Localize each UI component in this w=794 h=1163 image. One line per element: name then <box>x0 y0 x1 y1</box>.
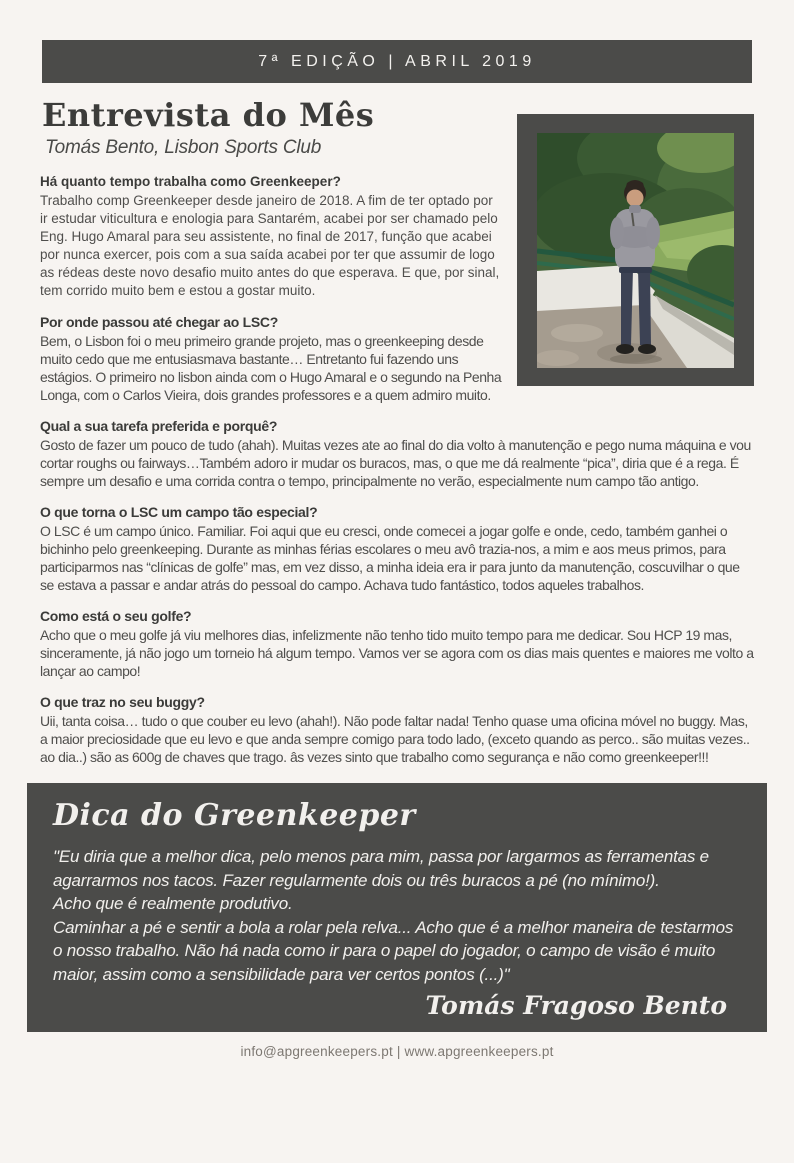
tip-title: Dica do Greenkeeper <box>53 798 416 833</box>
question-heading: Por onde passou até chegar ao LSC? <box>40 314 278 330</box>
answer-text: Gosto de fazer um pouco de tudo (ahah). Muitas vezes ate ao final do dia volto à manutenção e pego numa máquina e vou cortar roughs ou fairways…Também adoro ir mudar os buracos, mas, o que me dá realmente “pica”, diria que é a rega. É sempre um desafio e uma corrida contra o tempo, principalmente no verão, especialmente num campo tão antigo. <box>40 437 751 489</box>
interview-article <box>40 173 754 766</box>
tip-quote-paragraph-2: Acho que é realmente produtivo. <box>53 894 293 913</box>
qa-section-4 <box>40 503 754 594</box>
edition-banner-text: 7ª EDIÇÃO | ABRIL 2019 <box>258 52 536 70</box>
answer-text: Bem, o Lisbon foi o meu primeiro grande projeto, mas o greenkeeping desde muito cedo que me entusiasmava bastante… Entretanto fui fazendo uns estágios. O primeiro no lisbon ainda com o Hugo Amaral e o segundo na Penha Longa, com o Carlos Vieira, dois grandes professores e a quem admiro muito. <box>40 333 502 403</box>
portrait-photo-frame <box>517 114 754 386</box>
greenkeeper-tip-box <box>27 783 767 1032</box>
answer-text: Trabalho comp Greenkeeper desde janeiro de 2018. A fim de ter optado por ir estudar viticultura e enologia para Santarém, acabei por ser chamado pelo Eng. Hugo Amaral para seu assistente, no final de 2017, função que acabei por nunca exercer, pois com a sua saída acabei por ter que assumir de logo as rédeas deste novo desafio muito antes do que esperava. E que, por sinal, tem corrido muito bem e estou a gostar muito. <box>40 193 500 298</box>
question-heading: Há quanto tempo trabalha como Greenkeeper? <box>40 174 341 189</box>
tip-quote-paragraph-1: "Eu diria que a melhor dica, pelo menos para mim, passa por largarmos as ferramentas e agarrarmos nos tacos. Fazer regularmente dois ou três buracos a pé (no mínimo!). <box>53 847 709 890</box>
question-heading: Como está o seu golfe? <box>40 608 192 624</box>
answer-text: Acho que o meu golfe já viu melhores dias, infelizmente não tenho tido muito tempo para me dedicar. Sou HCP 19 mas, sinceramente, já não jogo um torneio há algum tempo. Vamos ver se agora com os dias mais quentes e maiores me volto a lançar ao campo! <box>40 627 754 679</box>
page-title: Entrevista do Mês <box>42 96 375 134</box>
qa-section-6 <box>40 693 754 766</box>
question-heading: Qual a sua tarefa preferida e porquê? <box>40 418 278 434</box>
page-subtitle: Tomás Bento, Lisbon Sports Club <box>45 137 322 158</box>
tip-quote-paragraph-3: Caminhar a pé e sentir a bola a rolar pela relva... Acho que é a melhor maneira de testarmos o nosso trabalho. Não há nada como ir para o papel do jogador, o campo de visão é muito maior, assim como a sensibilidade para ver certos pontos (...)" <box>53 917 734 984</box>
tip-signature: Tomás Fragoso Bento <box>425 991 727 1020</box>
answer-text: Uii, tanta coisa… tudo o que couber eu levo (ahah!). Não pode faltar nada! Tenho quase uma oficina móvel no buggy. Mas, a maior preciosidade que eu levo e que anda sempre comigo para todo lado, (exceto quando as perco.. são muitas vezes.. ao dia..) são as 600g de chaves que trago. âs vezes sinto que trabalho como segurança e não como greenkeeper!!! <box>40 713 750 765</box>
answer-text: O LSC é um campo único. Familiar. Foi aqui que eu cresci, onde comecei a jogar golfe e onde, cedo, também ganhei o bichinho pelo greenkeeping. Durante as minhas férias escolares o meu avô trazia-nos, a mim e aos meus primos, para participarmos nas “clínicas de golfe” mas, em vez disso, a minha ideia era ir para junto da manutenção, coscuvilhar o que se estava a passar e andar atrás do pessoal do campo. Achava tudo fantástico, todos aqueles trabalhos. <box>40 523 740 593</box>
edition-banner <box>42 40 752 83</box>
question-heading: O que traz no seu buggy? <box>40 694 205 710</box>
qa-section-5 <box>40 607 754 680</box>
qa-section-3 <box>40 417 754 490</box>
footer-contact: info@apgreenkeepers.pt | www.apgreenkeepers.pt <box>240 1044 554 1059</box>
portrait-photo <box>537 133 734 368</box>
question-heading: O que torna o LSC um campo tão especial? <box>40 504 318 520</box>
tip-quote <box>53 845 741 986</box>
